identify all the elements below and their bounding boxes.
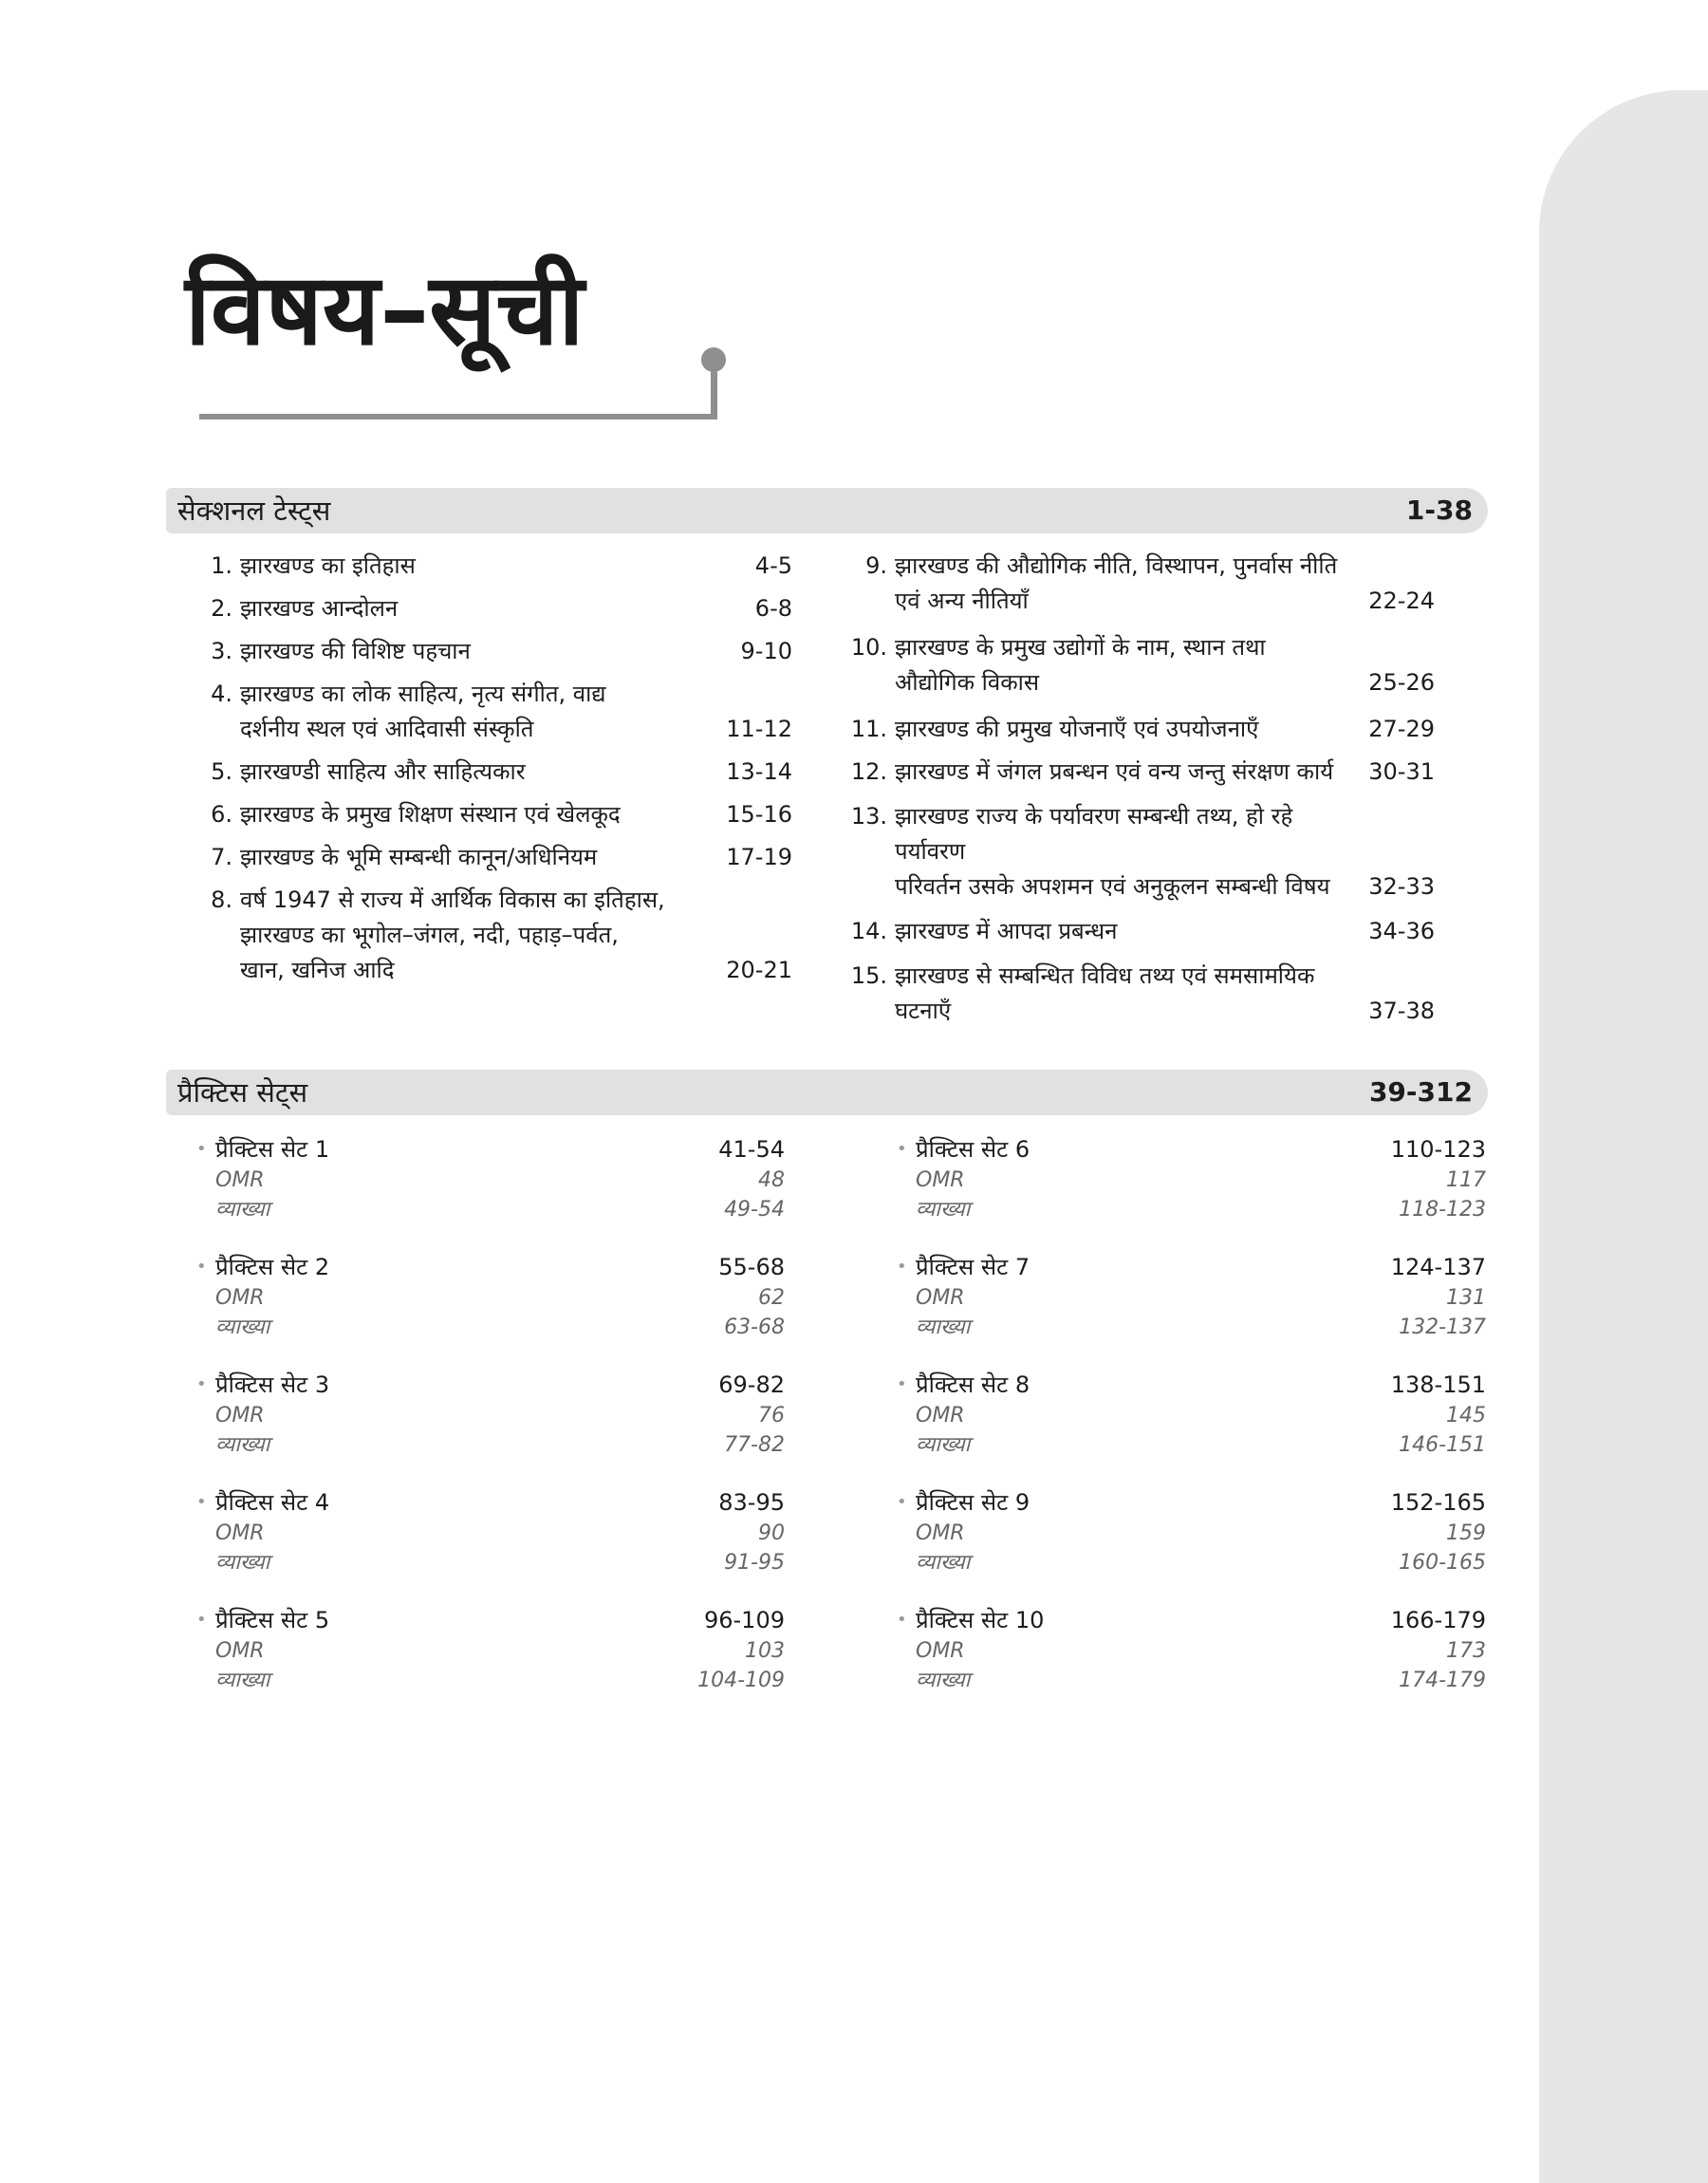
toc-entry-title-line: परिवर्तन उसके अपशमन एवं अनुकूलन सम्बन्धी विषय [895,873,1330,900]
vyakhya-pages: 132-137 [1399,1315,1486,1339]
toc-entry-pages: 15-16 [726,801,792,828]
omr-label: OMR [215,1404,265,1427]
vyakhya-label: व्याख्या [916,1198,971,1222]
toc-entry-title-line: खान, खनिज आदि [240,957,395,983]
toc-entry[interactable] [195,797,792,832]
practice-set-entry[interactable] [895,1603,1486,1721]
title-connector [711,364,717,420]
bullet-icon: • [196,1257,207,1277]
practice-set-pages: 83-95 [718,1489,785,1516]
toc-column-left [195,549,792,988]
practice-set-pages: 96-109 [703,1607,785,1633]
toc-entry-title-line: वर्ष 1947 से राज्य में आर्थिक विकास का इतिहास, [240,886,665,913]
bullet-icon: • [897,1610,907,1630]
section-header-sectional [166,488,1488,533]
toc-entry[interactable] [849,959,1435,1029]
vyakhya-pages: 91-95 [724,1551,785,1575]
toc-entry-number: 12. [850,758,887,785]
toc-entry[interactable] [849,799,1435,905]
vyakhya-pages: 146-151 [1399,1433,1486,1457]
practice-set-entry[interactable] [895,1485,1486,1603]
toc-entry[interactable] [849,914,1435,949]
toc-entry-number: 13. [850,803,887,830]
title-underline [199,414,717,420]
toc-entry-pages: 27-29 [1368,716,1435,742]
vyakhya-label: व्याख्या [916,1315,971,1339]
toc-entry-number: 5. [211,758,232,785]
vyakhya-label: व्याख्या [215,1198,270,1222]
omr-label: OMR [916,1521,965,1545]
vyakhya-label: व्याख्या [916,1669,971,1692]
practice-set-title: प्रैक्टिस सेट 10 [916,1607,1045,1633]
toc-entry[interactable] [849,755,1435,790]
toc-entry-number: 7. [211,844,232,870]
toc-entry-title-line: झारखण्ड के भूमि सम्बन्धी कानून/अधिनियम [240,844,598,870]
practice-set-entry[interactable] [195,1250,785,1368]
practice-set-pages: 41-54 [718,1136,785,1163]
side-tab [1539,90,1708,2183]
toc-entry-number: 10. [850,634,887,661]
toc-entry-number: 4. [211,681,232,707]
practice-set-title: प्रैक्टिस सेट 6 [916,1136,1030,1163]
toc-entry-pages: 20-21 [726,957,792,983]
vyakhya-pages: 49-54 [724,1198,785,1222]
toc-entry-number: 1. [211,552,232,579]
omr-label: OMR [916,1286,965,1310]
toc-entry-title-line: झारखण्ड की विशिष्ट पहचान [240,638,471,664]
vyakhya-label: व्याख्या [916,1551,971,1575]
toc-entry-number: 14. [850,918,887,944]
omr-label: OMR [215,1168,265,1192]
section-pages: 1-38 [1405,494,1473,526]
toc-entry-number: 2. [211,595,232,622]
vyakhya-pages: 77-82 [724,1433,785,1457]
toc-entry-title-line: झारखण्डी साहित्य और साहित्यकार [240,758,526,785]
omr-page: 48 [758,1168,785,1192]
vyakhya-pages: 174-179 [1399,1669,1486,1692]
bullet-icon: • [897,1257,907,1277]
practice-set-pages: 69-82 [718,1371,785,1398]
practice-set-pages: 138-151 [1390,1371,1486,1398]
omr-page: 90 [758,1521,785,1545]
toc-entry-pages: 11-12 [726,716,792,742]
toc-entry-title-line: झारखण्ड से सम्बन्धित विविध तथ्य एवं समसामयिक [895,962,1315,989]
practice-set-pages: 55-68 [718,1254,785,1280]
toc-entry-pages: 17-19 [726,844,792,870]
section-label: सेक्शनल टेस्ट्स [177,494,331,527]
toc-entry-pages: 4-5 [754,552,792,579]
practice-set-title: प्रैक्टिस सेट 9 [916,1489,1030,1516]
omr-page: 131 [1446,1286,1486,1310]
toc-entry-title-line: झारखण्ड के प्रमुख उद्योगों के नाम, स्थान तथा [895,634,1266,661]
practice-set-entry[interactable] [895,1368,1486,1485]
omr-label: OMR [215,1286,265,1310]
omr-label: OMR [215,1521,265,1545]
vyakhya-label: व्याख्या [215,1551,270,1575]
practice-set-title: प्रैक्टिस सेट 5 [215,1607,330,1633]
practice-set-entry[interactable] [895,1132,1486,1250]
toc-entry-pages: 9-10 [740,638,792,664]
toc-entry-title-line: झारखण्ड की औद्योगिक नीति, विस्थापन, पुनर्वास नीति [895,552,1338,579]
toc-entry-title-line: झारखण्ड राज्य के पर्यावरण सम्बन्धी तथ्य, हो रहे पर्यावरण [895,803,1293,865]
toc-entry-title-line: झारखण्ड आन्दोलन [240,595,399,622]
toc-entry-pages: 13-14 [726,758,792,785]
toc-entry[interactable] [195,549,792,584]
omr-label: OMR [916,1168,965,1192]
toc-entry-number: 3. [211,638,232,664]
practice-set-title: प्रैक्टिस सेट 8 [916,1371,1030,1398]
omr-page: 159 [1446,1521,1486,1545]
toc-entry-title-line: घटनाएँ [895,998,952,1024]
practice-set-entry[interactable] [195,1368,785,1485]
toc-entry-title-line: झारखण्ड की प्रमुख योजनाएँ एवं उपयोजनाएँ [895,716,1259,742]
section-header-practice [166,1070,1488,1115]
vyakhya-label: व्याख्या [215,1315,270,1339]
omr-label: OMR [916,1639,965,1663]
bullet-icon: • [897,1374,907,1394]
toc-entry-title-line: झारखण्ड के प्रमुख शिक्षण संस्थान एवं खेलकूद [240,801,621,828]
vyakhya-label: व्याख्या [215,1669,270,1692]
toc-entry[interactable] [195,591,792,626]
omr-label: OMR [916,1404,965,1427]
bullet-icon: • [196,1139,207,1159]
toc-entry-number: 9. [865,552,887,579]
vyakhya-label: व्याख्या [215,1433,270,1457]
toc-entry-title-line: एवं अन्य नीतियाँ [895,588,1029,614]
vyakhya-label: व्याख्या [916,1433,971,1457]
toc-entry-title-line: झारखण्ड में जंगल प्रबन्धन एवं वन्य जन्तु संरक्षण कार्य [895,758,1334,785]
bullet-icon: • [196,1610,207,1630]
vyakhya-pages: 104-109 [697,1669,785,1692]
vyakhya-pages: 160-165 [1399,1551,1486,1575]
toc-entry-number: 11. [850,716,887,742]
omr-page: 76 [758,1404,785,1427]
toc-entry-title-line: झारखण्ड का लोक साहित्य, नृत्य संगीत, वाद्य [240,681,606,707]
practice-set-title: प्रैक्टिस सेट 4 [215,1489,330,1516]
toc-entry-pages: 37-38 [1368,998,1435,1024]
toc-entry[interactable] [195,677,792,747]
vyakhya-pages: 118-123 [1399,1198,1486,1222]
toc-entry[interactable] [849,549,1435,619]
omr-page: 145 [1446,1404,1486,1427]
bullet-icon: • [196,1374,207,1394]
omr-page: 103 [745,1639,785,1663]
toc-entry-pages: 25-26 [1368,669,1435,696]
practice-column-right [895,1132,1486,1721]
practice-set-title: प्रैक्टिस सेट 3 [215,1371,330,1398]
toc-entry-pages: 22-24 [1368,588,1435,614]
toc-entry-title-line: दर्शनीय स्थल एवं आदिवासी संस्कृति [240,716,534,742]
practice-column-left [195,1132,785,1721]
toc-entry[interactable] [195,840,792,875]
practice-set-pages: 152-165 [1390,1489,1486,1516]
toc-entry[interactable] [849,712,1435,747]
toc-entry[interactable] [195,883,792,988]
toc-entry-pages: 34-36 [1368,918,1435,944]
section-pages: 39-312 [1368,1076,1473,1108]
toc-entry-pages: 32-33 [1368,873,1435,900]
toc-entry-number: 15. [850,962,887,989]
section-label: प्रैक्टिस सेट्स [177,1076,308,1109]
toc-entry-pages: 6-8 [754,595,792,622]
practice-set-entry[interactable] [195,1132,785,1250]
toc-entry-number: 6. [211,801,232,828]
toc-entry-title-line: झारखण्ड का भूगोल–जंगल, नदी, पहाड़–पर्वत, [240,922,619,948]
toc-entry-title-line: औद्योगिक विकास [895,669,1040,696]
practice-set-title: प्रैक्टिस सेट 1 [215,1136,330,1163]
practice-set-title: प्रैक्टिस सेट 7 [916,1254,1030,1280]
toc-entry[interactable] [195,634,792,669]
practice-set-pages: 110-123 [1390,1136,1486,1163]
toc-entry-title-line: झारखण्ड का इतिहास [240,552,416,579]
bullet-icon: • [196,1492,207,1512]
toc-entry[interactable] [195,755,792,790]
practice-set-title: प्रैक्टिस सेट 2 [215,1254,330,1280]
practice-set-entry[interactable] [195,1603,785,1721]
toc-column-right [849,549,1435,1029]
title-dot [701,347,726,372]
omr-page: 117 [1446,1168,1486,1192]
bullet-icon: • [897,1139,907,1159]
toc-entry-pages: 30-31 [1368,758,1435,785]
bullet-icon: • [897,1492,907,1512]
vyakhya-pages: 63-68 [724,1315,785,1339]
omr-page: 62 [758,1286,785,1310]
omr-label: OMR [215,1639,265,1663]
toc-entry-number: 8. [211,886,232,913]
practice-set-pages: 124-137 [1390,1254,1486,1280]
page-title: विषय–सूची [185,252,585,367]
practice-set-pages: 166-179 [1390,1607,1486,1633]
practice-set-entry[interactable] [895,1250,1486,1368]
toc-entry[interactable] [849,630,1435,700]
omr-page: 173 [1446,1639,1486,1663]
practice-set-entry[interactable] [195,1485,785,1603]
toc-entry-title-line: झारखण्ड में आपदा प्रबन्धन [895,918,1118,944]
